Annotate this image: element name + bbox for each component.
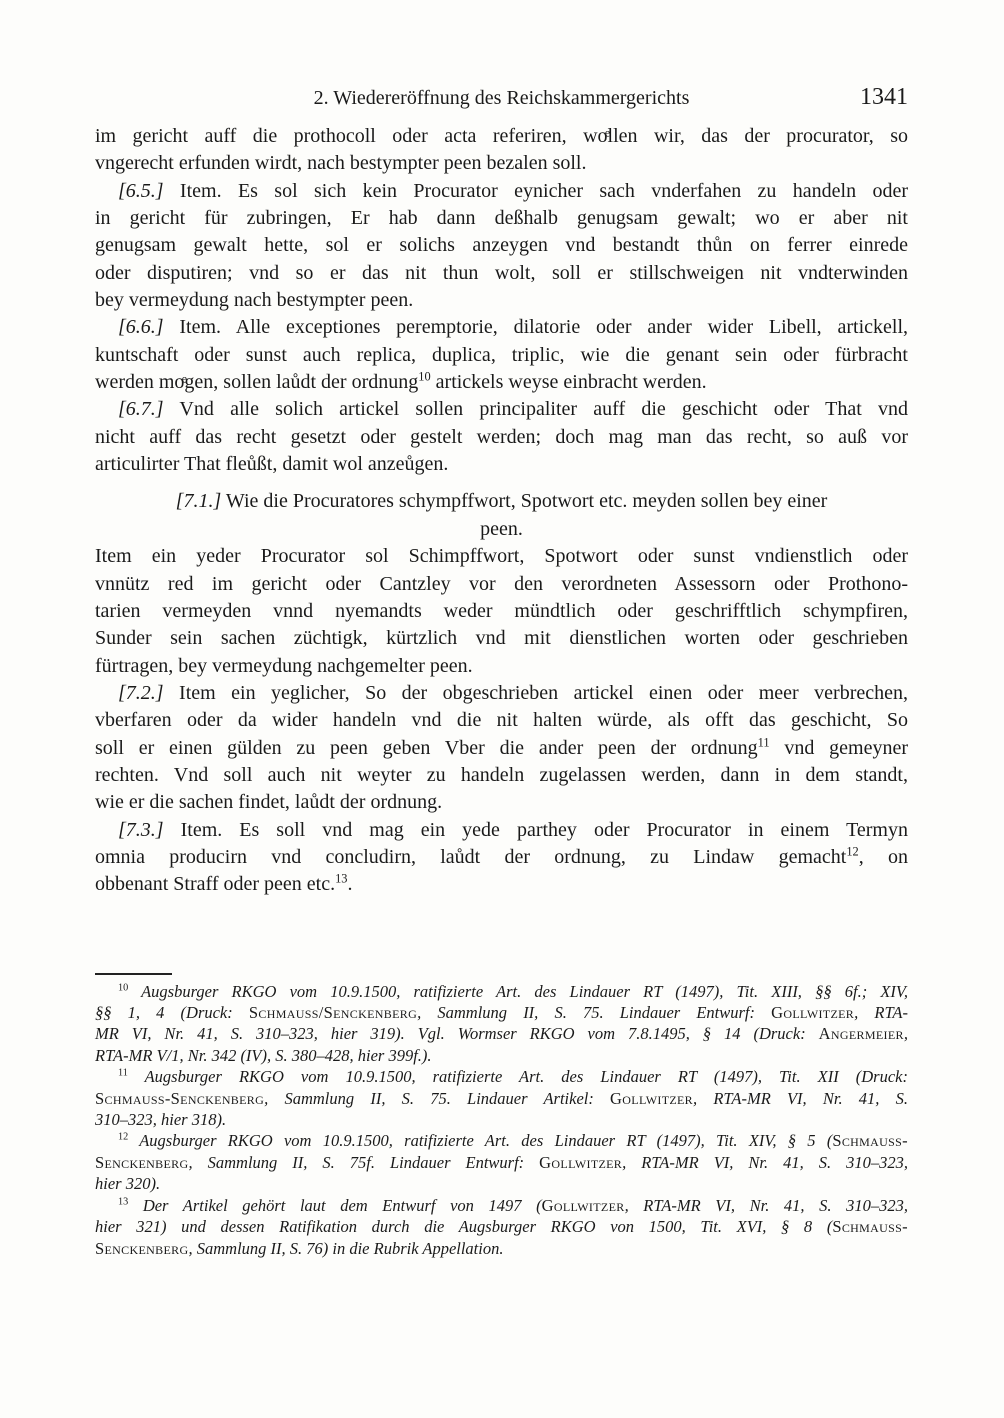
text-line xyxy=(95,396,908,423)
text-segment: Sammlung II, S. 76) in die Rubrik Appellation. xyxy=(196,1238,504,1258)
text-line xyxy=(95,1216,908,1237)
text-line xyxy=(95,1023,908,1044)
para-6-6 xyxy=(95,314,908,396)
text-segment: Item ein yeglicher, So der obgeschrieben artickel einen oder meer verbrechen, xyxy=(163,681,908,704)
text-line xyxy=(95,178,908,205)
text-segment: Schmauss-Senckenberg xyxy=(95,1088,265,1108)
text-line xyxy=(95,205,908,232)
text-line xyxy=(95,571,908,598)
text-segment: Gollwitzer xyxy=(610,1088,694,1108)
text-segment: Item ein yeder Procurator sol Schimpffwort, Spotwort oder sunst vndienstlich oder xyxy=(95,545,908,568)
text-line xyxy=(95,123,908,150)
text-line xyxy=(95,1130,908,1151)
text-line xyxy=(95,735,908,762)
text-segment: , on xyxy=(858,845,908,868)
footnote-ref: 13 xyxy=(118,1196,129,1208)
text-segment: Senckenberg xyxy=(95,1238,189,1258)
para-7-1-body xyxy=(95,543,908,680)
text-line xyxy=(95,817,908,844)
text-line xyxy=(95,707,908,734)
footnote-11 xyxy=(95,1066,908,1130)
text-segment: Angermeier xyxy=(818,1024,904,1044)
para-7-2 xyxy=(95,680,908,817)
text-segment: Wie die Procuratores schympffwort, Spotwort etc. meyden sollen bey einer xyxy=(221,490,828,513)
text-segment: Augsburger RKGO vom 10.9.1500, ratifizierte Art. des Lindauer RT (1497), Tit. XIV, § 5 ( xyxy=(128,1131,833,1151)
text-line xyxy=(95,314,908,341)
para-6-5 xyxy=(95,178,908,315)
text-segment: , xyxy=(188,1238,197,1258)
text-line xyxy=(95,1045,908,1066)
text-segment: hier 321) und dessen Ratifikation durch die Augsburger RKGO von 1500, Tit. XVI, § 8 ( xyxy=(95,1217,833,1237)
text-segment: Item. Es soll vnd mag ein yede parthey oder Procurator in einem Termyn xyxy=(163,818,908,841)
text-line xyxy=(95,871,908,898)
text-segment: Sammlung II, S. 75. Lindauer Artikel: xyxy=(284,1088,611,1108)
text-line xyxy=(95,1088,908,1109)
text-line xyxy=(95,762,908,789)
text-line xyxy=(95,543,908,570)
footnote-12 xyxy=(95,1130,908,1194)
text-segment: §§ 1, 4 (Druck: xyxy=(95,1003,249,1023)
text-segment: , xyxy=(188,1152,208,1172)
footnote-ref: 10 xyxy=(118,982,129,994)
text-segment: Schmauss/Senckenberg xyxy=(248,1003,418,1023)
text-segment: [7.2.] xyxy=(118,681,164,704)
text-line xyxy=(95,1066,908,1087)
text-segment: articulirter That fleůßt, damit wol anzeůgen. xyxy=(95,453,449,476)
text-segment: 310–323, hier 318). xyxy=(95,1110,227,1130)
text-segment: vngerecht erfunden wirdt, nach bestympter peen bezalen soll. xyxy=(95,152,587,175)
text-segment: Item. Alle exceptiones peremptorie, dilatorie oder ander wider Libell, artickell, xyxy=(163,316,908,339)
text-line xyxy=(95,260,908,287)
text-segment: soll er einen gülden zu peen geben Vber die ander peen der ordnung xyxy=(95,736,758,759)
text-line xyxy=(95,1002,908,1023)
text-line xyxy=(95,789,908,816)
footnote-separator xyxy=(95,973,172,975)
text-segment: wie er die sachen findet, laůdt der ordnung. xyxy=(95,791,443,814)
text-segment: peen. xyxy=(480,517,523,540)
text-segment: fürtragen, bey vermeydung nachgemelter peen. xyxy=(95,654,473,677)
text-line xyxy=(95,232,908,259)
text-segment: [6.6.] xyxy=(118,316,164,339)
text-segment: Schmauss- xyxy=(832,1131,908,1151)
text-line xyxy=(95,424,908,451)
text-line xyxy=(95,1173,908,1194)
page-number: 1341 xyxy=(860,84,908,110)
text-segment: , xyxy=(417,1003,438,1023)
para-7-3 xyxy=(95,817,908,899)
text-segment: in gericht für zubringen, Er hab dann deßhalb genugsam gewalt; wo er aber nit xyxy=(95,207,908,230)
text-line xyxy=(95,844,908,871)
text-segment: , RTA- xyxy=(854,1003,908,1023)
running-header xyxy=(95,86,908,110)
heading-7-1 xyxy=(95,488,908,543)
text-segment: , RTA-MR VI, Nr. 41, S. 310–323, xyxy=(624,1195,908,1215)
text-segment: Der Artikel gehört laut dem Entwurf von 1497 ( xyxy=(128,1195,542,1215)
text-segment: Gollwitzer xyxy=(541,1195,625,1215)
text-segment: omnia producirn vnd concludirn, laůdt der ordnung, zu Lindaw gemacht xyxy=(95,845,847,868)
text-line xyxy=(95,488,908,515)
text-segment: oder disputiren; vnd so er das nit thun wolt, soll er stillschweigen nit vndterwinden xyxy=(95,261,908,284)
text-segment: , xyxy=(903,1024,908,1044)
text-segment: , RTA-MR VI, Nr. 41, S. 310–323, xyxy=(622,1152,908,1172)
text-segment: [7.1.] xyxy=(175,490,222,513)
footnote-ref: 11 xyxy=(757,734,770,749)
text-segment: werden moͤgen, sollen laůdt der ordnung xyxy=(95,371,419,394)
text-segment: hier 320). xyxy=(95,1174,161,1194)
text-line xyxy=(95,1195,908,1216)
text-segment: vnnütz red im gericht oder Cantzley vor den verordneten Assessorn oder Prothono- xyxy=(95,572,908,595)
text-line xyxy=(95,598,908,625)
text-segment: Schmauss- xyxy=(832,1217,908,1237)
text-block xyxy=(95,86,908,1259)
text-line xyxy=(95,1109,908,1130)
footnote-ref: 12 xyxy=(118,1131,129,1143)
text-segment: im gericht auff die prothocoll oder acta referiren, woͤllen wir, das der procurator, so xyxy=(95,125,908,147)
text-line xyxy=(95,653,908,680)
text-segment: vnd gemeyner xyxy=(769,736,908,759)
text-segment: artickels weyse einbracht werden. xyxy=(430,371,707,394)
text-line xyxy=(95,680,908,707)
text-line xyxy=(95,625,908,652)
text-segment: kuntschaft oder sunst auch replica, duplica, triplic, wie die genant sein oder fürbracht xyxy=(95,343,908,366)
text-segment: , xyxy=(264,1088,285,1108)
para-6-7 xyxy=(95,396,908,478)
text-line xyxy=(95,981,908,1002)
text-line xyxy=(95,150,908,177)
footnote-13 xyxy=(95,1195,908,1259)
text-segment: Augsburger RKGO vom 10.9.1500, ratifizierte Art. des Lindauer RT (1497), Tit. XIII, §§ 6f.; XIV, xyxy=(128,981,908,1001)
footnote-ref: 11 xyxy=(118,1067,128,1079)
text-segment: Sammlung II, S. 75. Lindauer Entwurf: xyxy=(437,1003,772,1023)
text-segment: genugsam gewalt hette, sol er solichs anzeygen vnd bestandt thůn on ferrer einrede xyxy=(95,234,908,257)
text-segment: Vnd alle solich artickel sollen principaliter auff die geschicht oder That vnd xyxy=(163,398,908,421)
text-line xyxy=(95,1152,908,1173)
body-text xyxy=(95,123,908,899)
text-segment: RTA-MR V/1, Nr. 342 (IV), S. 380–428, hier 399f.). xyxy=(95,1045,432,1065)
text-segment: Senckenberg xyxy=(95,1152,189,1172)
para-continuation xyxy=(95,123,908,178)
footnote-10 xyxy=(95,981,908,1067)
text-segment: Gollwitzer xyxy=(771,1003,855,1023)
text-segment: Item. Es sol sich kein Procurator eynicher sach vnderfahen zu handeln oder xyxy=(163,179,908,202)
text-line xyxy=(95,342,908,369)
text-segment: . xyxy=(347,873,353,896)
text-line xyxy=(95,369,908,396)
text-segment: tarien vermeyden vnnd nyemandts weder mündtlich oder geschrifftlich schympfiren, xyxy=(95,599,908,622)
text-segment: [6.7.] xyxy=(118,398,164,421)
footnote-ref: 13 xyxy=(335,871,348,886)
text-segment: Sammlung II, S. 75f. Lindauer Entwurf: xyxy=(207,1152,540,1172)
running-header-title: 2. Wiedereröffnung des Reichskammergerichts xyxy=(313,87,690,109)
text-segment: [6.5.] xyxy=(118,179,164,202)
text-segment: [7.3.] xyxy=(118,818,164,841)
footnote-ref: 12 xyxy=(846,844,859,859)
text-segment: MR VI, Nr. 41, S. 310–323, hier 319). Vgl. Wormser RKGO vom 7.8.1495, § 14 (Druck: xyxy=(95,1024,819,1044)
text-segment: Gollwitzer xyxy=(539,1152,623,1172)
text-line xyxy=(95,516,908,543)
text-line xyxy=(95,287,908,314)
text-segment: vberfaren oder da wider handeln vnd die nit halten würde, als offt das geschicht, So xyxy=(95,709,908,732)
footnote-ref: 10 xyxy=(418,369,431,384)
text-segment: , RTA-MR VI, Nr. 41, S. xyxy=(693,1088,908,1108)
text-segment: obbenant Straff oder peen etc. xyxy=(95,873,336,896)
text-segment: bey vermeydung nach bestympter peen. xyxy=(95,289,414,312)
text-segment: Augsburger RKGO vom 10.9.1500, ratifizierte Art. des Lindauer RT (1497), Tit. XII (Druck: xyxy=(127,1067,908,1087)
text-segment: nicht auff das recht gesetzt oder gestelt werden; doch mag man das recht, so auß vor xyxy=(95,425,908,448)
text-line xyxy=(95,1238,908,1259)
text-segment: rechten. Vnd soll auch nit weyter zu handeln zugelassen werden, dann in dem standt, xyxy=(95,763,908,786)
footnotes xyxy=(95,981,908,1259)
text-segment: Sunder sein sachen züchtigk, kürtzlich vnd mit dienstlichen worten oder geschrieben xyxy=(95,627,908,650)
text-line xyxy=(95,451,908,478)
